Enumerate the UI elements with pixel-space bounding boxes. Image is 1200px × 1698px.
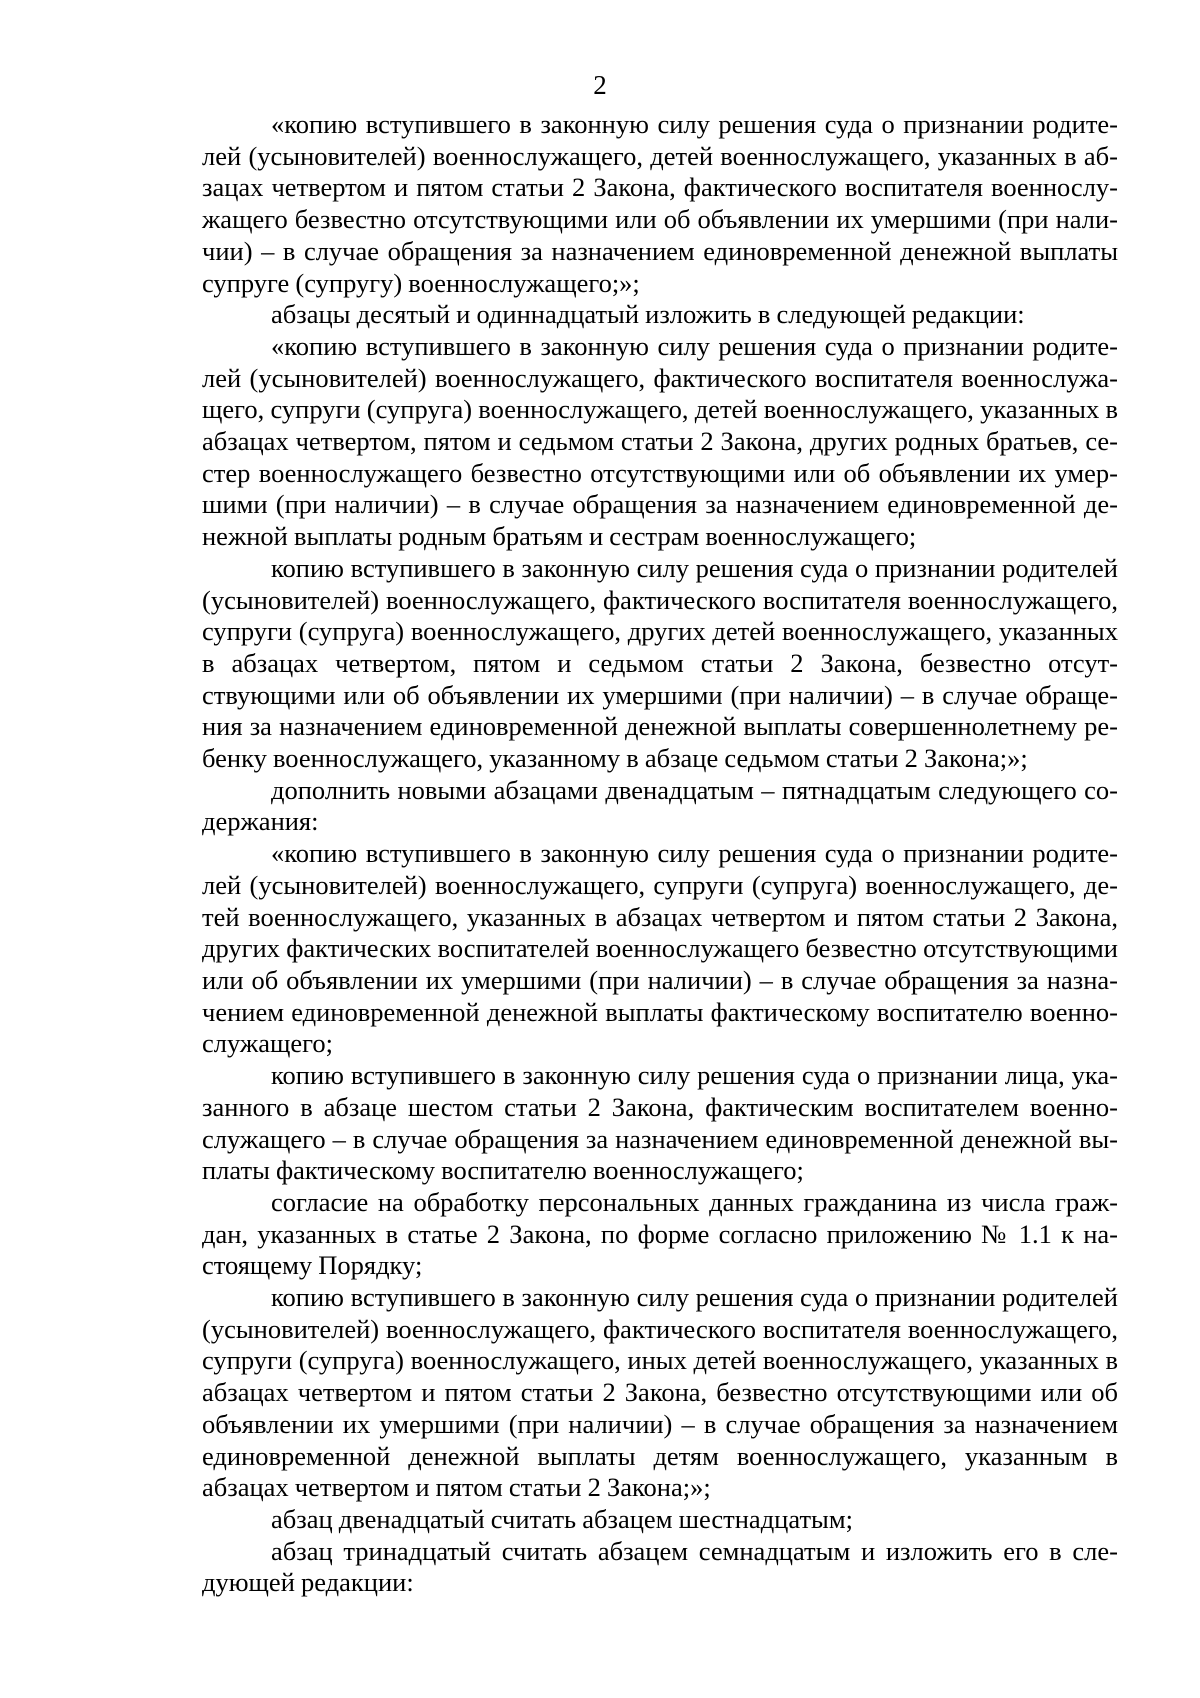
- paragraph-10: абзац двенадцатый считать абзацем шестнадцатым;: [271, 1503, 853, 1534]
- paragraph-6: «копию вступившего в законную силу решения суда о признании родителей (усыновителей) военнослужащего, супруги (супруга) военнослужащего, детей военнослужащего, указанных в абзацах четвертом и пятом статьи 2 Закона, других фактических воспитателей военнослужащего безвестно отсутствующими или об объявлении их умершими (при наличии) – в случае обращения за назначением единовременной денежной выплаты фактическому воспитателю военнослужащего;: [202, 838, 1118, 1059]
- paragraph-2: абзацы десятый и одиннадцатый изложить в следующей редакции:: [271, 299, 1025, 330]
- paragraph-8: согласие на обработку персональных данных гражданина из числа граждан, указанных в статье 2 Закона, по форме согласно приложению № 1.1 к настоящему Порядку;: [202, 1186, 1118, 1281]
- document-body: [202, 109, 1118, 1599]
- paragraph-5: дополнить новыми абзацами двенадцатым – пятнадцатым следующего содержания:: [202, 774, 1118, 837]
- paragraph-7: копию вступившего в законную силу решения суда о признании лица, указанного в абзаце шестом статьи 2 Закона, фактическим воспитателем военнослужащего – в случае обращения за назначением единовременной денежной выплаты фактическому воспитателю военнослужащего;: [202, 1060, 1118, 1186]
- page-number: 2: [593, 70, 607, 100]
- paragraph-3: «копию вступившего в законную силу решения суда о признании родителей (усыновителей) военнослужащего, фактического воспитателя военнослужащего, супруги (супруга) военнослужащего, детей военнослужащего, указанных в абзацах четвертом, пятом и седьмом статьи 2 Закона, других родных братьев, сестер военнослужащего безвестно отсутствующими или об объявлении их умершими (при наличии) – в случае обращения за назначением единовременной денежной выплаты родным братьям и сестрам военнослужащего;: [202, 330, 1118, 552]
- paragraph-9: копию вступившего в законную силу решения суда о признании родителей (усыновителей) военнослужащего, фактического воспитателя военнослужащего, супруги (супруга) военнослужащего, иных детей военнослужащего, указанных в абзацах четвертом и пятом статьи 2 Закона, безвестно отсутствующими или об объявлении их умершими (при наличии) – в случае обращения за назначением единовременной денежной выплаты детям военнослужащего, указанным в абзацах четвертом и пятом статьи 2 Закона;»;: [202, 1282, 1118, 1503]
- paragraph-1: «копию вступившего в законную силу решения суда о признании родителей (усыновителей) военнослужащего, детей военнослужащего, указанных в абзацах четвертом и пятом статьи 2 Закона, фактического воспитателя военнослужащего безвестно отсутствующими или об объявлении их умершими (при наличии) – в случае обращения за назначением единовременной денежной выплаты супруге (супругу) военнослужащего;»;: [202, 109, 1118, 298]
- paragraph-4: копию вступившего в законную силу решения суда о признании родителей (усыновителей) военнослужащего, фактического воспитателя военнослужащего, супруги (супруга) военнослужащего, других детей военнослужащего, указанных в абзацах четвертом, пятом и седьмом статьи 2 Закона, безвестно отсутствующими или об объявлении их умершими (при наличии) – в случае обращения за назначением единовременной денежной выплаты совершеннолетнему ребенку военнослужащего, указанному в абзаце седьмом статьи 2 Закона;»;: [202, 552, 1118, 774]
- paragraph-11: абзац тринадцатый считать абзацем семнадцатым и изложить его в следующей редакции:: [202, 1535, 1118, 1598]
